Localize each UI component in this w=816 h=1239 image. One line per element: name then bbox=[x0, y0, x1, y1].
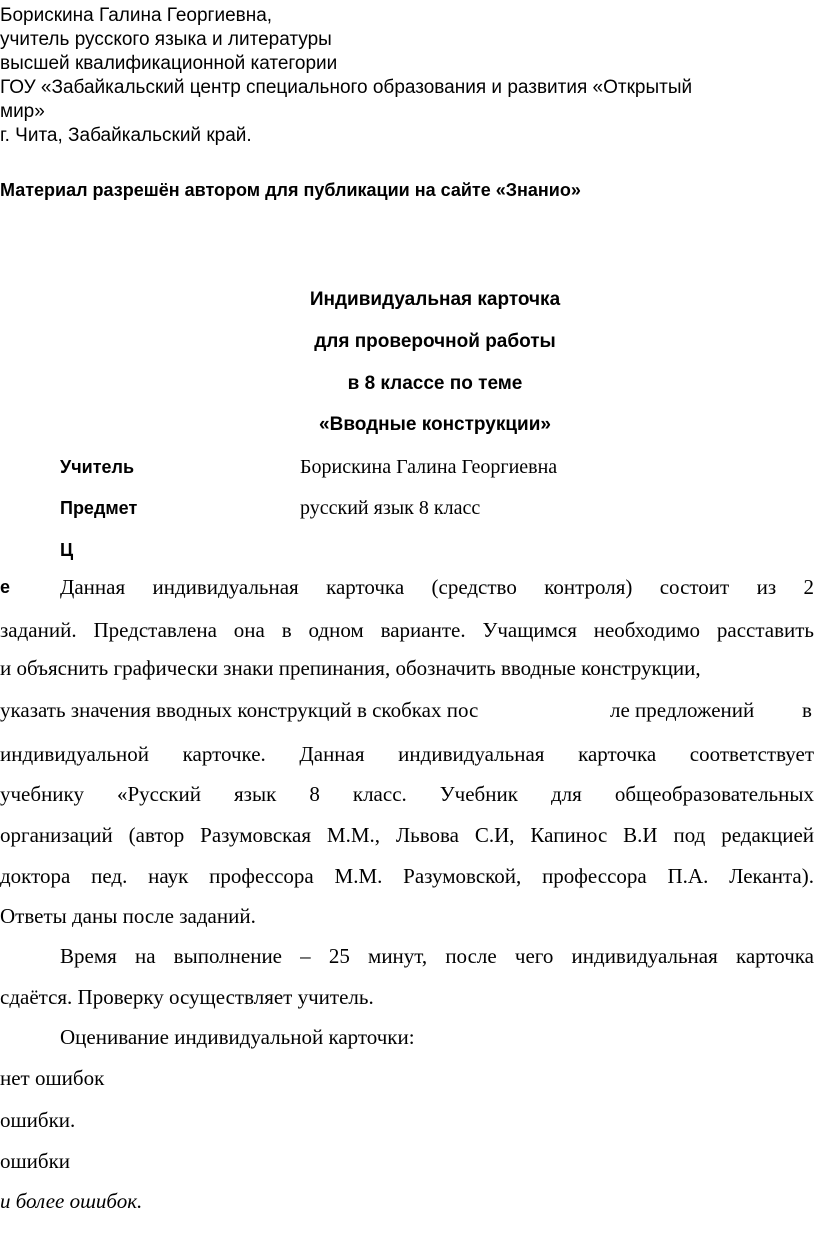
description-line-7: организаций (автор Разумовская М.М., Львова С.И, Капинос В.И под редакцией bbox=[0, 823, 814, 847]
grading-heading: Оценивание индивидуальной карточки: bbox=[60, 1025, 415, 1049]
description-line-6: учебнику «Русский язык 8 класс. Учебник для общеобразовательных bbox=[0, 782, 814, 806]
subject-label: Предмет bbox=[60, 498, 138, 518]
teacher-value: Борискина Галина Георгиевна bbox=[300, 456, 558, 478]
city: г. Чита, Забайкальский край. bbox=[0, 125, 252, 146]
description-line-8: доктора пед. наук профессора М.М. Разумовской, профессора П.А. Леканта). bbox=[0, 864, 814, 888]
time-line-1: Время на выполнение – 25 минут, после чего индивидуальная карточка bbox=[60, 944, 814, 968]
author-name: Борискина Галина Георгиевна, bbox=[0, 5, 273, 26]
goal-label-c: Ц bbox=[60, 540, 74, 560]
description-line-4-part-3: в bbox=[802, 698, 812, 722]
description-line-4-part-2: ле предложений bbox=[610, 698, 755, 722]
title-line-2: для проверочной работы bbox=[314, 331, 556, 352]
title-line-3: в 8 классе по теме bbox=[347, 373, 523, 394]
author-header bbox=[0, 4, 810, 148]
author-position: учитель русского языка и литературы bbox=[0, 29, 332, 50]
goal-label-e: е bbox=[0, 577, 11, 597]
publication-permission: Материал разрешён автором для публикации на сайте «Знанио» bbox=[0, 180, 581, 200]
grading-item-2: ошибки. bbox=[0, 1108, 76, 1132]
grading-item-1: нет ошибок bbox=[0, 1066, 105, 1090]
author-category: высшей квалификационной категории bbox=[0, 53, 338, 74]
grading-item-4: и более ошибок. bbox=[0, 1189, 143, 1213]
description-line-9: Ответы даны после заданий. bbox=[0, 904, 256, 928]
subject-value: русский язык 8 класс bbox=[300, 497, 481, 519]
organization-line-2: мир» bbox=[0, 101, 45, 122]
grading-item-3: ошибки bbox=[0, 1149, 71, 1173]
description-line-4 bbox=[0, 696, 814, 724]
title-line-4: «Вводные конструкции» bbox=[319, 414, 551, 435]
description-line-5: индивидуальной карточке. Данная индивидуальная карточка соответствует bbox=[0, 742, 814, 766]
description-line-2: заданий. Представлена она в одном варианте. Учащимся необходимо расставить bbox=[0, 618, 814, 642]
description-line-1: Данная индивидуальная карточка (средство контроля) состоит из 2 bbox=[60, 575, 814, 599]
title-line-1: Индивидуальная карточка bbox=[309, 289, 561, 310]
description-line-3: и объяснить графически знаки препинания, обозначить вводные конструкции, bbox=[0, 656, 701, 680]
organization-line-1: ГОУ «Забайкальский центр специального образования и развития «Открытый bbox=[0, 77, 693, 98]
description-line-4-part-1: указать значения вводных конструкций в скобках пос bbox=[0, 698, 479, 722]
teacher-label: Учитель bbox=[60, 457, 135, 477]
time-line-2: сдаётся. Проверку осуществляет учитель. bbox=[0, 985, 374, 1009]
